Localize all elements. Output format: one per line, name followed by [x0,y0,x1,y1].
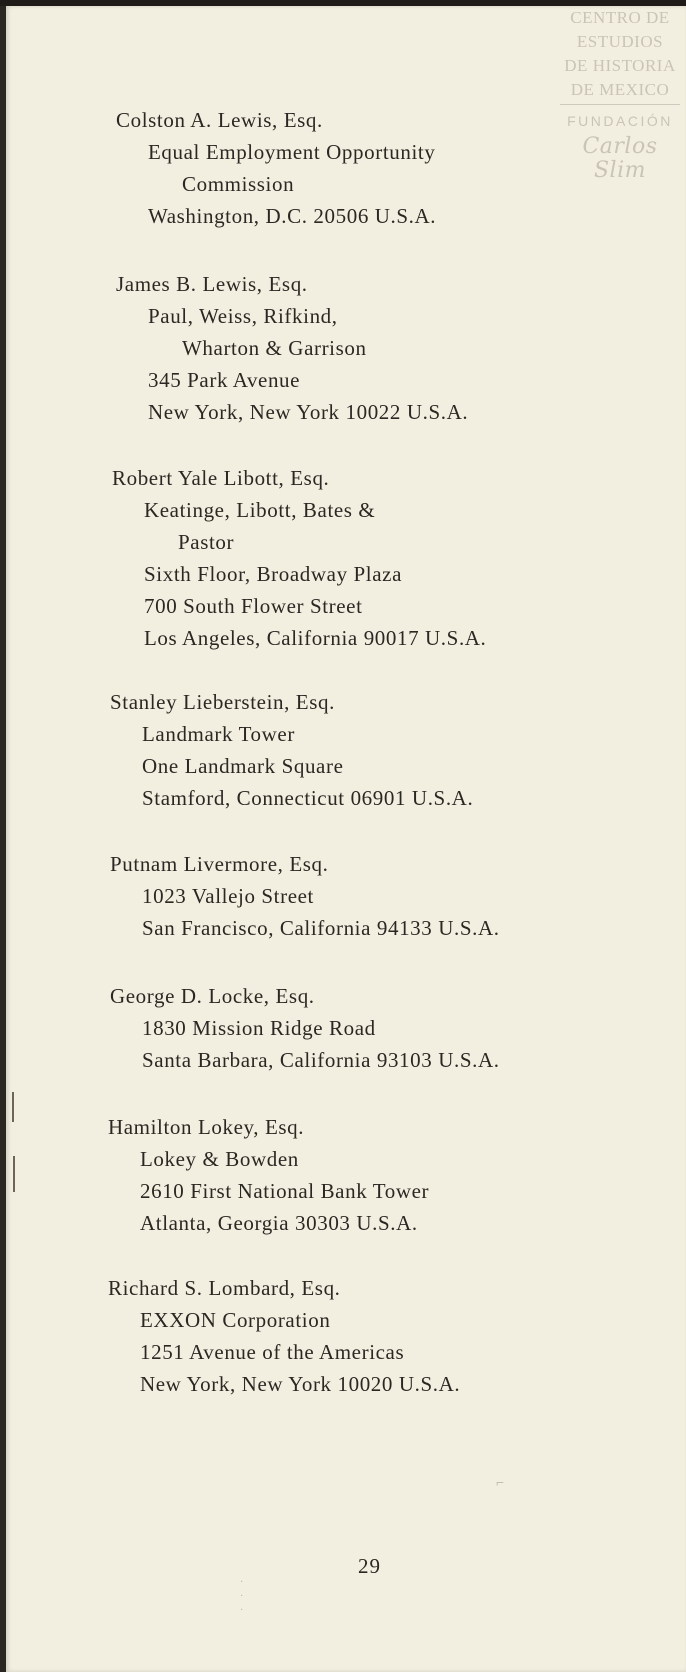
entry-name: Putnam Livermore, Esq. [110,852,329,876]
entry-line: Los Angeles, California 90017 U.S.A. [144,626,487,650]
entry-line: Equal Employment Opportunity [148,140,436,164]
watermark-line: DE MEXICO [570,80,670,99]
entry-line: New York, New York 10022 U.S.A. [148,400,469,424]
entry-line: Lokey & Bowden [140,1147,299,1171]
watermark-fundacion: FUNDACIÓN [567,113,673,129]
entry-line: San Francisco, California 94133 U.S.A. [142,916,500,940]
entry-line: Landmark Tower [142,722,295,746]
entry-name: Richard S. Lombard, Esq. [108,1276,341,1300]
entry-line: Keatinge, Libott, Bates & [144,498,376,522]
entry-line: Sixth Floor, Broadway Plaza [144,562,402,586]
margin-mark [13,1156,15,1192]
entry-name: Hamilton Lokey, Esq. [108,1115,305,1139]
entry-line: Wharton & Garrison [182,336,367,360]
watermark-line: ESTUDIOS [576,32,664,51]
archive-watermark [554,6,686,183]
stray-mark: ⌐ [496,1476,504,1491]
margin-mark [12,1092,14,1122]
entry-name: Stanley Lieberstein, Esq. [110,690,335,714]
entry-line: Atlanta, Georgia 30303 U.S.A. [140,1211,418,1235]
entry-line: Commission [182,172,295,196]
directory-entry [110,686,473,814]
entry-name: George D. Locke, Esq. [110,984,315,1008]
entry-name: Colston A. Lewis, Esq. [116,108,323,132]
directory-entry [110,980,500,1076]
entry-line: 1830 Mission Ridge Road [142,1016,376,1040]
directory-entry [116,268,468,428]
entry-line: Pastor [178,530,235,554]
directory-entry [116,104,436,232]
entry-name: Robert Yale Libott, Esq. [112,466,330,490]
entry-line: Stamford, Connecticut 06901 U.S.A. [142,786,474,810]
directory-page [6,6,686,1672]
page-number: 29 [358,1554,381,1578]
watermark-line: DE HISTORIA [564,56,676,75]
directory-entry [112,462,486,654]
watermark-signature: Carlos Slim [582,134,658,183]
entry-line: 345 Park Avenue [148,368,301,392]
entry-line: Santa Barbara, California 93103 U.S.A. [142,1048,500,1072]
entry-line: 700 South Flower Street [144,594,363,618]
entry-line: Washington, D.C. 20506 U.S.A. [148,204,437,228]
directory-entry [108,1111,429,1239]
entry-line: One Landmark Square [142,754,344,778]
stray-dots: · · · [240,1577,244,1616]
entry-line: 1023 Vallejo Street [142,884,314,908]
watermark-rule [560,104,680,105]
entry-line: New York, New York 10020 U.S.A. [140,1372,461,1396]
entry-line: 2610 First National Bank Tower [140,1179,430,1203]
entry-line: 1251 Avenue of the Americas [140,1340,405,1364]
entry-line: Paul, Weiss, Rifkind, [148,304,338,328]
watermark-line: CENTRO DE [570,8,670,27]
entry-name: James B. Lewis, Esq. [116,272,308,296]
directory-entry [108,1272,460,1400]
entry-line: EXXON Corporation [140,1308,331,1332]
directory-entry [110,848,500,944]
